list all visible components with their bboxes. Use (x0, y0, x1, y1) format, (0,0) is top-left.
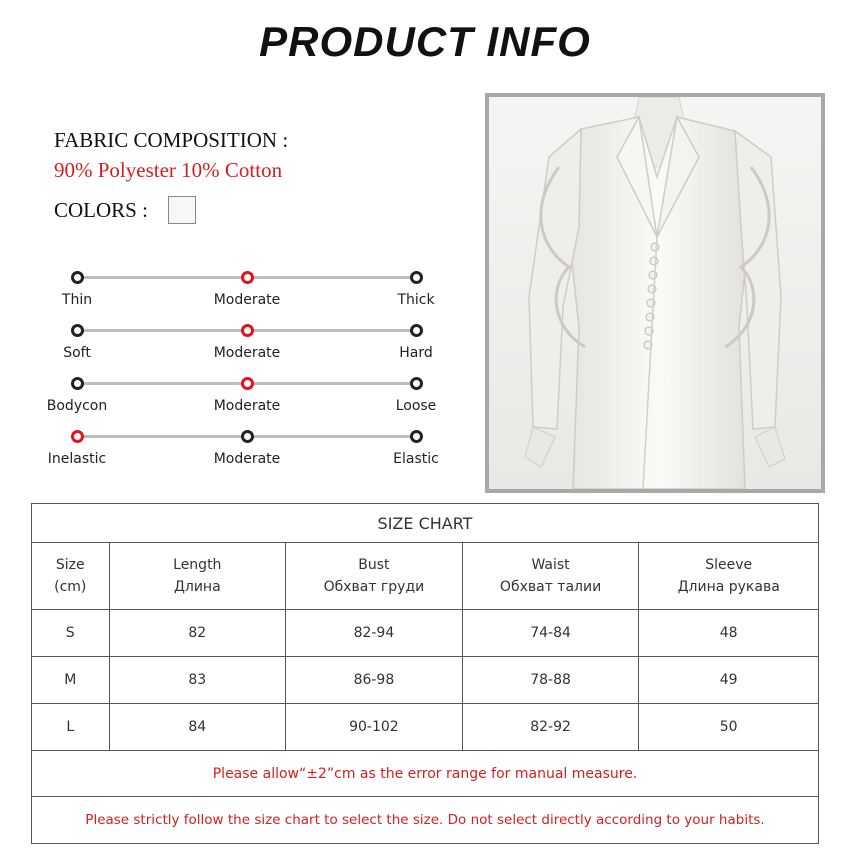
measure-error-note: Please allow“±2”cm as the error range for manual measure. (32, 751, 819, 797)
size-chart-table (31, 503, 819, 844)
scale-label-middle: Moderate (213, 345, 281, 361)
scale-dot-left (71, 377, 84, 390)
table-cell: 84 (109, 704, 286, 751)
column-header (462, 543, 639, 610)
column-header (32, 543, 110, 610)
scale-label-middle: Moderate (213, 451, 281, 467)
page-title: PRODUCT INFO (259, 18, 591, 65)
table-cell: 83 (109, 657, 286, 704)
column-header-sub: Обхват груди (323, 579, 425, 595)
table-cell: 90-102 (286, 704, 463, 751)
column-header-en: Sleeve (705, 557, 753, 573)
scale-dot-left (71, 430, 84, 443)
table-cell: 82-94 (286, 610, 463, 657)
scale-label-right: Hard (399, 345, 433, 361)
table-cell: 49 (639, 657, 819, 704)
scale-dot-right (410, 430, 423, 443)
scale-label-left: Thin (61, 292, 93, 308)
table-cell: 48 (639, 610, 819, 657)
scale-row (40, 429, 460, 469)
table-cell: 74-84 (462, 610, 639, 657)
column-header (639, 543, 819, 610)
size-chart-header-row (32, 543, 819, 610)
fabric-composition-label: FABRIC COMPOSITION : (54, 128, 289, 152)
fabric-composition-value: 90% Polyester 10% Cotton (54, 158, 283, 182)
table-cell: 78-88 (462, 657, 639, 704)
scale-label-middle: Moderate (213, 398, 281, 414)
column-header-sub: Обхват талии (499, 579, 602, 595)
colors-label: COLORS : (54, 198, 148, 222)
table-cell: 86-98 (286, 657, 463, 704)
size-selection-note: Please strictly follow the size chart to select the size. Do not select directly according to your habits. (32, 797, 819, 844)
scale-dot-middle (241, 430, 254, 443)
scale-row (40, 270, 460, 310)
scale-dot-right (410, 271, 423, 284)
table-cell: 82 (109, 610, 286, 657)
scale-label-left: Soft (63, 345, 91, 361)
scale-label-right: Elastic (393, 451, 439, 467)
scale-row (40, 376, 460, 416)
column-header (286, 543, 463, 610)
column-header-sub: Длина рукава (677, 579, 780, 595)
size-chart-title: SIZE CHART (32, 504, 819, 543)
scale-dot-middle (241, 271, 254, 284)
scale-label-right: Thick (397, 292, 435, 308)
scale-label-left: Bodycon (46, 398, 108, 414)
white-blazer-dress-image (489, 97, 821, 489)
scale-label-middle: Moderate (213, 292, 281, 308)
scale-dot-left (71, 271, 84, 284)
scale-dot-middle (241, 324, 254, 337)
scale-dot-right (410, 324, 423, 337)
scale-dot-middle (241, 377, 254, 390)
table-row (32, 610, 819, 657)
column-header-en: Size (55, 557, 85, 573)
column-header-sub: (cm) (54, 579, 87, 595)
table-cell: 82-92 (462, 704, 639, 751)
table-cell: M (32, 657, 110, 704)
column-header-en: Waist (531, 557, 570, 573)
scale-row (40, 323, 460, 363)
scale-dot-left (71, 324, 84, 337)
table-row (32, 704, 819, 751)
scale-dot-right (410, 377, 423, 390)
column-header-sub: Длина (173, 579, 221, 595)
color-swatch-white[interactable] (168, 196, 196, 224)
column-header-en: Bust (358, 557, 390, 573)
table-cell: L (32, 704, 110, 751)
scale-label-left: Inelastic (47, 451, 107, 467)
scale-label-right: Loose (395, 398, 437, 414)
table-row (32, 657, 819, 704)
table-cell: S (32, 610, 110, 657)
column-header (109, 543, 286, 610)
column-header-en: Length (173, 557, 222, 573)
product-photo (485, 93, 825, 493)
table-cell: 50 (639, 704, 819, 751)
